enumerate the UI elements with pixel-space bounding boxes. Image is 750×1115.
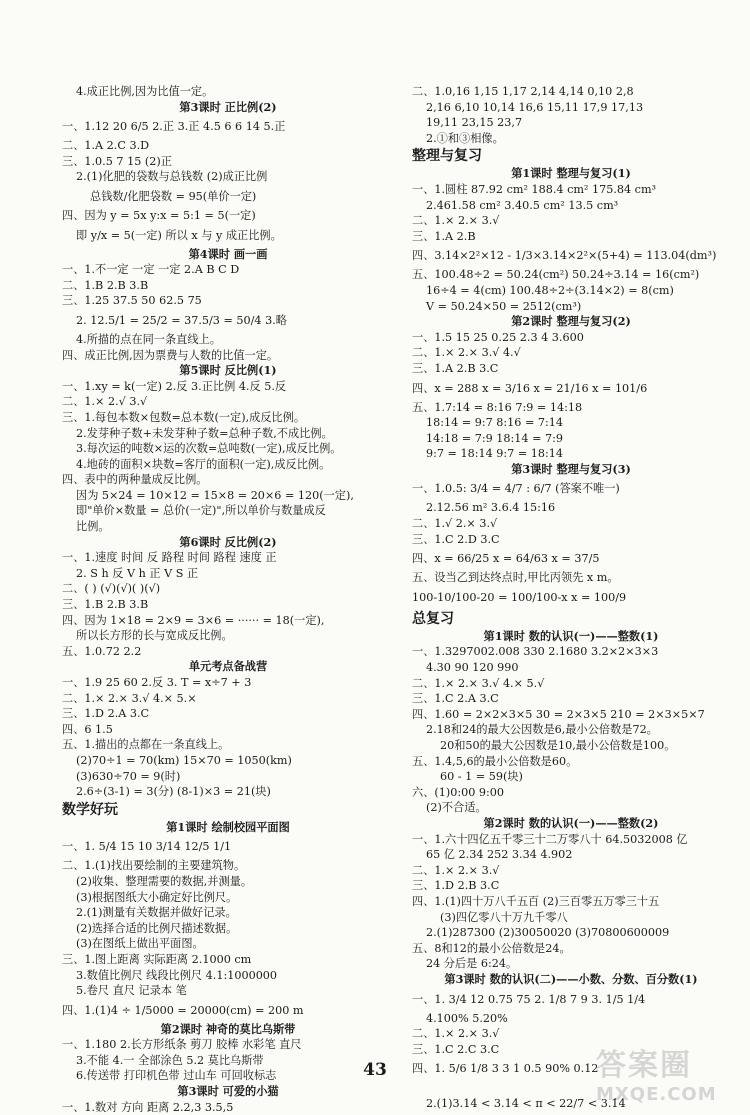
answer-line: 二、1.× 2.√ 3.√ bbox=[62, 395, 148, 409]
answer-line: 6.传送带 打印机色带 过山车 可回收标志 bbox=[76, 1069, 277, 1083]
answer-line: 2.(1)287300 (2)30050020 (3)70800600009 bbox=[426, 926, 670, 940]
watermark-text: 答案圈 bbox=[596, 1048, 692, 1083]
answer-line: 二、1.0,16 1,15 1,17 2,14 4,14 0,10 2,8 bbox=[412, 85, 634, 98]
answer-line: 14:18 = 7:9 18:14 = 7:9 bbox=[426, 431, 564, 445]
answer-line: 2. 12.5/1 = 25/2 = 37.5/3 = 50/4 3.略 bbox=[76, 313, 287, 327]
answer-line: 一、1.不一定 一定 一定 2.A B C D bbox=[62, 263, 240, 277]
answer-line: 9:7 = 18:14 9:7 = 18:14 bbox=[426, 447, 564, 461]
answer-line: 二、1.(1)找出要绘制的主要建筑物。 bbox=[62, 859, 246, 873]
answer-line: 一、1.9 25 60 2.反 3. T = x÷7 + 3 bbox=[62, 676, 252, 689]
answer-line: 二、1.× 2.× 3.√ 4.× 5.× bbox=[62, 691, 197, 705]
answer-line: (3)630÷70 = 9(时) bbox=[76, 769, 181, 783]
answer-line: 2.461.58 cm² 3.40.5 cm² 13.5 cm³ bbox=[426, 198, 619, 212]
answer-line: 四、因为 y = 5x y:x = 5:1 = 5(一定) bbox=[62, 208, 256, 222]
answer-line: 五、设当乙到达终点时,甲比丙领先 x m。 bbox=[412, 571, 619, 585]
lesson-heading: 第3课时 数的认识(二)——小数、分数、百分数(1) bbox=[444, 971, 698, 986]
answer-line: 三、1.A 2.B 3.C bbox=[412, 361, 499, 375]
answer-line: 二、1.× 2.× 3.√ 4.√ bbox=[412, 346, 521, 360]
answer-line: 一、1. 3/4 12 0.75 75 2. 1/8 7 9 3. 1/5 1/4 bbox=[412, 992, 646, 1006]
answer-line: 三、1.0.5 7 15 (2)正 bbox=[62, 154, 172, 168]
answer-line: 总钱数/化肥袋数 = 95(单价一定) bbox=[90, 189, 257, 203]
answer-line: 3.不能 4.一 全部涂色 5.2 莫比乌斯带 bbox=[76, 1053, 264, 1067]
answer-line: 一、1. 5/4 15 10 3/14 12/5 1/1 bbox=[62, 840, 232, 854]
answer-line: 一、1.0.5: 3/4 = 4/7 : 6/7 (答案不唯一) bbox=[412, 482, 620, 496]
answer-line: 2.(1)测量有关数据并做好记录。 bbox=[76, 906, 237, 920]
answer-line: 4.100% 5.20% bbox=[426, 1011, 508, 1025]
answer-line: 比例。 bbox=[76, 520, 110, 534]
answer-line: (2)70÷1 = 70(km) 15×70 = 1050(km) bbox=[76, 753, 292, 767]
answer-line: 三、1.25 37.5 50 62.5 75 bbox=[62, 294, 202, 308]
watermark-url: MXQE.COM bbox=[596, 1084, 717, 1105]
right-column bbox=[412, 84, 730, 1111]
answer-line: 24 分后是 6:24。 bbox=[426, 957, 518, 971]
section-heading: 整理与复习 bbox=[412, 148, 482, 165]
answer-line: 四、x = 66/25 x = 64/63 x = 37/5 bbox=[412, 552, 600, 566]
answer-line: 3.数值比例尺 线段比例尺 4.1:1000000 bbox=[76, 968, 278, 982]
answer-line: 因为 5×24 = 10×12 = 15×8 = 20×6 = 120(一定), bbox=[76, 488, 354, 502]
lesson-heading: 单元考点备战营 bbox=[188, 659, 268, 674]
answer-line: 二、1.× 2.× 3.√ bbox=[412, 214, 500, 228]
answer-line: 四、1. 5/6 1/8 3 3 1 0.5 90% 0.12 bbox=[412, 1062, 599, 1076]
answer-line: 五、8和12的最小公倍数是24。 bbox=[412, 941, 571, 955]
answer-line: V = 50.24×50 = 2512(cm³) bbox=[426, 299, 582, 313]
answer-line: 六、(1)0:00 9:00 bbox=[412, 785, 505, 799]
answer-line: 四、3.14×2²×12 - 1/3×3.14×2²×(5+4) = 113.04(dm³) bbox=[412, 249, 717, 263]
answer-line: 一、1.六十四亿五千零三十二万零八十 64.5032008 亿 bbox=[412, 832, 688, 846]
answer-line: 2.(1)3.14 < 3.14̇ < π < 22/7 < 3.1̇4̇ bbox=[426, 1096, 626, 1110]
answer-line: 一、1.速度 时间 反 路程 时间 路程 速度 正 bbox=[62, 551, 277, 565]
answer-line: 五、100.48÷2 = 50.24(cm²) 50.24÷3.14 = 16(cm²) bbox=[412, 268, 700, 282]
answer-line: 即 y/x = 5(一定) 所以 x 与 y 成正比例。 bbox=[76, 228, 282, 242]
answer-line: 20和50的最大公因数是10,最小公倍数是100。 bbox=[440, 739, 676, 752]
answer-line: 2.发芽种子数+未发芽种子数=总种子数,不成比例。 bbox=[76, 426, 333, 440]
answer-line: (3)四亿零八十万九千零八 bbox=[440, 910, 568, 924]
answer-line: 二、1.A 2.C 3.D bbox=[62, 139, 150, 153]
answer-line: 4.地砖的面积×块数=客厅的面积(一定),成反比例。 bbox=[76, 457, 331, 471]
answer-line: 16÷4 = 4(cm) 100.48÷2÷(3.14×2) = 8(cm) bbox=[426, 283, 674, 297]
lesson-heading: 第6课时 反比例(2) bbox=[179, 534, 277, 549]
answer-line: (2)选择合适的比例尺描述数据。 bbox=[76, 921, 238, 935]
answer-line: 4.成正比例,因为比值一定。 bbox=[76, 85, 214, 98]
answer-line: 三、1.图上距离 实际距离 2.1000 cm bbox=[62, 952, 252, 966]
answer-line: 一、1.5 15 25 0.25 2.3 4 3.600 bbox=[412, 330, 584, 344]
section-heading: 总复习 bbox=[412, 610, 454, 627]
answer-line: 60 - 1 = 59(块) bbox=[440, 770, 523, 784]
answer-line: 四、6 1.5 bbox=[62, 722, 113, 736]
answer-line: 三、1.D 2.A 3.C bbox=[62, 707, 150, 721]
lesson-heading: 第1课时 整理与复习(1) bbox=[511, 166, 631, 181]
answer-line: 三、1.A 2.B bbox=[412, 229, 476, 243]
answer-line: 二、1.× 2.× 3.√ 4.× 5.√ bbox=[412, 676, 545, 690]
answer-line: 三、1.C 2.C 3.C bbox=[412, 1042, 500, 1056]
answer-line: 一、1.12 20 6/5 2.正 3.正 4.5 6 6 14 5.正 bbox=[62, 120, 286, 134]
answer-line: 三、1.D 2.B 3.C bbox=[412, 879, 500, 893]
answer-line: 所以长方形的长与宽成反比例。 bbox=[76, 629, 233, 643]
answer-line: 四、1.(1)四十万八千五百 (2)三百零五万零三十五 bbox=[412, 894, 660, 908]
answer-line: 一、1.圆柱 87.92 cm² 188.4 cm² 175.84 cm³ bbox=[412, 182, 657, 196]
answer-line: 三、1.C 2.A 3.C bbox=[412, 692, 499, 706]
lesson-heading: 第1课时 数的认识(一)——整数(1) bbox=[483, 628, 659, 643]
answer-line: 五、1.7:14 = 8:16 7:9 = 14:18 bbox=[412, 400, 583, 414]
left-column bbox=[62, 84, 394, 1115]
answer-line: (3)根据图纸大小确定好比例尺。 bbox=[76, 890, 238, 904]
answer-line: 五、1.0.72 2.2 bbox=[62, 644, 142, 658]
answer-line: 五、1.4,5,6的最小公倍数是60。 bbox=[412, 754, 578, 768]
answer-line: 四、因为 1×18 = 2×9 = 3×6 = ······ = 18(一定), bbox=[62, 613, 325, 627]
answer-line: 2.12.56 m² 3.6.4 15:16 bbox=[426, 501, 556, 515]
answer-line: (2)不合适。 bbox=[426, 801, 487, 815]
answer-line: 三、1.每包本数×包数=总本数(一定),成反比例。 bbox=[62, 410, 306, 424]
answer-line: 二、1.× 2.× 3.√ bbox=[412, 1027, 500, 1041]
answer-line: 3.每次运的吨数×运的次数=总吨数(一定),成反比例。 bbox=[76, 442, 342, 456]
answer-line: 2. S h 反 V h 正 V S 正 bbox=[76, 566, 199, 580]
answer-line: 18:14 = 9:7 8:16 = 7:14 bbox=[426, 416, 564, 430]
answer-line: (3)在图纸上做出平面图。 bbox=[76, 937, 204, 951]
answer-line: (2)收集、整理需要的数据,并测量。 bbox=[76, 874, 253, 888]
answer-line: 一、1.数对 方向 距离 2.2,3 3.5,5 bbox=[62, 1100, 234, 1114]
answer-line: 5.卷尺 直尺 记录本 笔 bbox=[76, 984, 187, 998]
answer-line: 19,11 23,15 23,7 bbox=[426, 116, 523, 130]
answer-line: 四、表中的两种量成反比例。 bbox=[62, 473, 208, 487]
answer-line: 100-10/100-20 = 100/100-x x = 100/9 bbox=[412, 590, 627, 604]
answer-line: 一、1.3297002.008 330 2.1680 3.2×2×3×3 bbox=[412, 645, 659, 659]
answer-line: 五、1.描出的点都在一条直线上。 bbox=[62, 738, 230, 752]
lesson-heading: 第5课时 反比例(1) bbox=[179, 363, 277, 378]
answer-line: 三、1.B 2.B 3.B bbox=[62, 598, 149, 612]
lesson-heading: 第3课时 整理与复习(3) bbox=[511, 461, 631, 476]
answer-line: 4.30 90 120 990 bbox=[426, 661, 519, 675]
answer-line: 二、1.× 2.× 3.√ bbox=[412, 863, 500, 877]
lesson-heading: 第2课时 数的认识(一)——整数(2) bbox=[483, 815, 659, 830]
answer-line: 四、1.60 = 2×2×3×5 30 = 2×3×5 210 = 2×3×5×7 bbox=[412, 707, 705, 721]
answer-line: 即"单价×数量 = 总价(一定)",所以单价与数量成反 bbox=[76, 504, 326, 518]
answer-line: 2.6÷(3-1) = 3(分) (8-1)×3 = 21(块) bbox=[76, 785, 271, 799]
lesson-heading: 第3课时 正比例(2) bbox=[179, 99, 277, 114]
answer-line: 2.①和③相像。 bbox=[426, 131, 504, 145]
answer-line: 65 亿 2.34 252 3.34 4.902 bbox=[426, 848, 573, 862]
lesson-heading: 第2课时 神奇的莫比乌斯带 bbox=[160, 1021, 296, 1036]
answer-line: 2.18和24的最大公因数是6,最小公倍数是72。 bbox=[426, 723, 658, 737]
lesson-heading: 第2课时 整理与复习(2) bbox=[511, 314, 631, 329]
watermark-logo bbox=[596, 1040, 746, 1105]
lesson-heading: 第3课时 可爱的小猫 bbox=[177, 1084, 279, 1099]
answer-line: 一、1.180 2.长方形纸条 剪刀 胶棒 水彩笔 直尺 bbox=[62, 1038, 302, 1052]
answer-line: 一、1.xy = k(一定) 2.反 3.正比例 4.反 5.反 bbox=[62, 379, 287, 393]
answer-line: 二、1.√ 2.× 3.√ bbox=[412, 517, 498, 531]
answer-line: 四、成正比例,因为票费与人数的比值一定。 bbox=[62, 348, 279, 362]
answer-line: 4.所描的点在同一条直线上。 bbox=[76, 332, 221, 346]
answer-line: 三、1.C 2.D 3.C bbox=[412, 532, 500, 546]
answer-line: 2,16 6,10 10,14 16,6 15,11 17,9 17,13 bbox=[426, 100, 644, 114]
section-heading: 数学好玩 bbox=[62, 801, 118, 818]
answer-line: 四、1.(1)4 ÷ 1/5000 = 20000(cm) = 200 m bbox=[62, 1003, 304, 1017]
answer-line: 四、x = 288 x = 3/16 x = 21/16 x = 101/6 bbox=[412, 381, 648, 395]
answer-line: 2.(1)化肥的袋数与总钱数 (2)成正比例 bbox=[76, 170, 268, 184]
page-number: 43 bbox=[363, 1060, 387, 1080]
lesson-heading: 第4课时 画一画 bbox=[188, 246, 268, 261]
answer-line: 二、1.B 2.B 3.B bbox=[62, 278, 149, 292]
answer-line: 二、( ) (√)(√)( )(√) bbox=[62, 582, 161, 596]
lesson-heading: 第1课时 绘制校园平面图 bbox=[166, 819, 290, 834]
